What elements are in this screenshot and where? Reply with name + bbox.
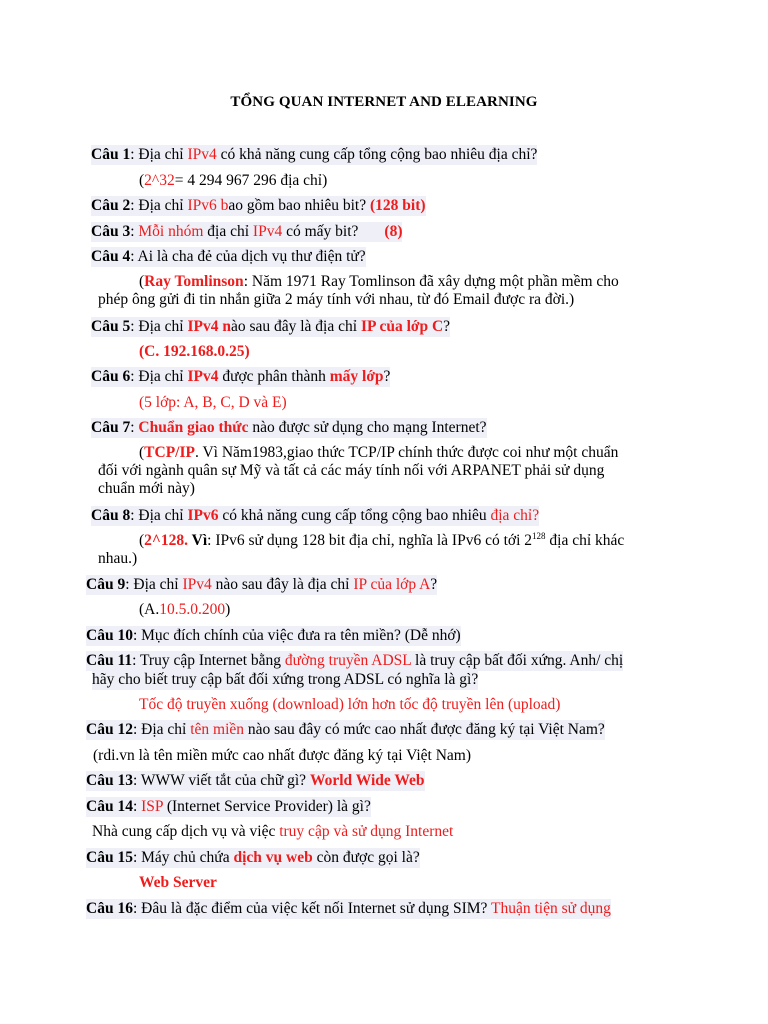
answer-12: (rdi.vn là tên miền mức cao nhất được đăng ký tại Việt Nam) <box>93 747 472 764</box>
question-label: Câu 13 <box>86 772 133 789</box>
answer-2: (128 bit) <box>370 197 426 214</box>
question-7: Câu 7: Chuẩn giao thức nào được sử dụng cho mạng Internet? <box>91 419 487 436</box>
question-label: Câu 1 <box>91 146 131 163</box>
question-label: Câu 8 <box>91 507 131 524</box>
question-label: Câu 6 <box>91 368 131 385</box>
question-9: Câu 9: Địa chỉ IPv4 nào sau đây là địa chỉ IP của lớp A? <box>86 576 438 593</box>
question-13: Câu 13: WWW viết tắt của chữ gì? World Wide Web <box>86 772 425 789</box>
question-label: Câu 9 <box>86 576 126 593</box>
question-11-line-2: hãy cho biết truy cập bất đối xứng trong ADSL có nghĩa là gì? <box>92 671 479 688</box>
question-label: Câu 10 <box>86 627 133 644</box>
document-title: TỔNG QUAN INTERNET AND ELEARNING <box>230 94 538 110</box>
answer-16: Thuận tiện sử dụng <box>491 900 611 917</box>
answer-4: (Ray Tomlinson: Năm 1971 Ray Tomlinson đã xây dựng một phần mềm cho phép ông gửi đi tin nhắn giữa 2 máy tính với nhau, từ đó Email được ra đời.) <box>98 273 619 308</box>
answer-3: (8) <box>384 223 403 240</box>
question-label: Câu 15 <box>86 849 133 866</box>
question-16: Câu 16: Đâu là đặc điểm của việc kết nối Internet sử dụng SIM? Thuận tiện sử dụng <box>86 900 611 917</box>
question-label: Câu 5 <box>91 318 131 335</box>
question-14: Câu 14: ISP (Internet Service Provider) là gì? <box>86 798 371 815</box>
question-1: Câu 1: Địa chỉ IPv4 có khả năng cung cấp tổng cộng bao nhiêu địa chỉ? <box>91 146 538 163</box>
question-6: Câu 6: Địa chỉ IPv4 được phân thành mấy lớp? <box>91 368 391 385</box>
question-8: Câu 8: Địa chỉ IPv6 có khả năng cung cấp tổng cộng bao nhiêu địa chỉ? <box>91 507 540 524</box>
answer-5: (C. 192.168.0.25) <box>139 343 250 360</box>
question-11: Câu 11: Truy cập Internet bằng đường truyền ADSL là truy cập bất đối xứng. Anh/ chị <box>86 652 624 669</box>
answer-7: (TCP/IP. Vì Năm1983,giao thức TCP/IP chính thức được coi như một chuẩn đối với ngành quân sự Mỹ và tất cả các máy tính nối với ARPANET phải sử dụng chuẩn mới này) <box>98 444 619 497</box>
question-4: Câu 4: Ai là cha đẻ của dịch vụ thư điện tử? <box>91 248 366 265</box>
answer-6: (5 lớp: A, B, C, D và E) <box>139 394 287 411</box>
question-label: Câu 14 <box>86 798 133 815</box>
question-label: Câu 12 <box>86 721 133 738</box>
question-12: Câu 12: Địa chỉ tên miền nào sau đây có mức cao nhất được đăng ký tại Việt Nam? <box>86 721 605 738</box>
answer-11: Tốc độ truyền xuống (download) lớn hơn tốc độ truyền lên (upload) <box>139 696 561 713</box>
question-label: Câu 2 <box>91 197 131 214</box>
question-10: Câu 10: Mục đích chính của việc đưa ra tên miền? (Dễ nhớ) <box>86 627 461 644</box>
answer-14: Nhà cung cấp dịch vụ và việc truy cập và sử dụng Internet <box>92 823 454 840</box>
question-5: Câu 5: Địa chỉ IPv4 nào sau đây là địa chỉ IP của lớp C? <box>91 318 451 335</box>
question-label: Câu 3 <box>91 223 131 240</box>
answer-1: (2^32= 4 294 967 296 địa chỉ) <box>139 172 328 189</box>
answer-9: (A.10.5.0.200) <box>139 601 231 618</box>
question-label: Câu 7 <box>91 419 131 436</box>
question-2: Câu 2: Địa chỉ IPv6 bao gồm bao nhiêu bit? (128 bit) <box>91 197 426 214</box>
answer-8: (2^128. Vì: IPv6 sử dụng 128 bit địa chỉ, nghĩa là IPv6 có tới $2^{128}$ địa chỉ khác nhau.) <box>98 531 625 567</box>
question-label: Câu 4 <box>91 248 131 265</box>
answer-15: Web Server <box>139 874 217 891</box>
question-label: Câu 11 <box>86 652 133 669</box>
question-label: Câu 16 <box>86 900 133 917</box>
answer-13: World Wide Web <box>309 772 425 789</box>
question-15: Câu 15: Máy chủ chứa dịch vụ web còn được gọi là? <box>86 849 420 866</box>
question-3: Câu 3: Mỗi nhóm địa chỉ IPv4 có mấy bit? (8) <box>91 223 403 240</box>
